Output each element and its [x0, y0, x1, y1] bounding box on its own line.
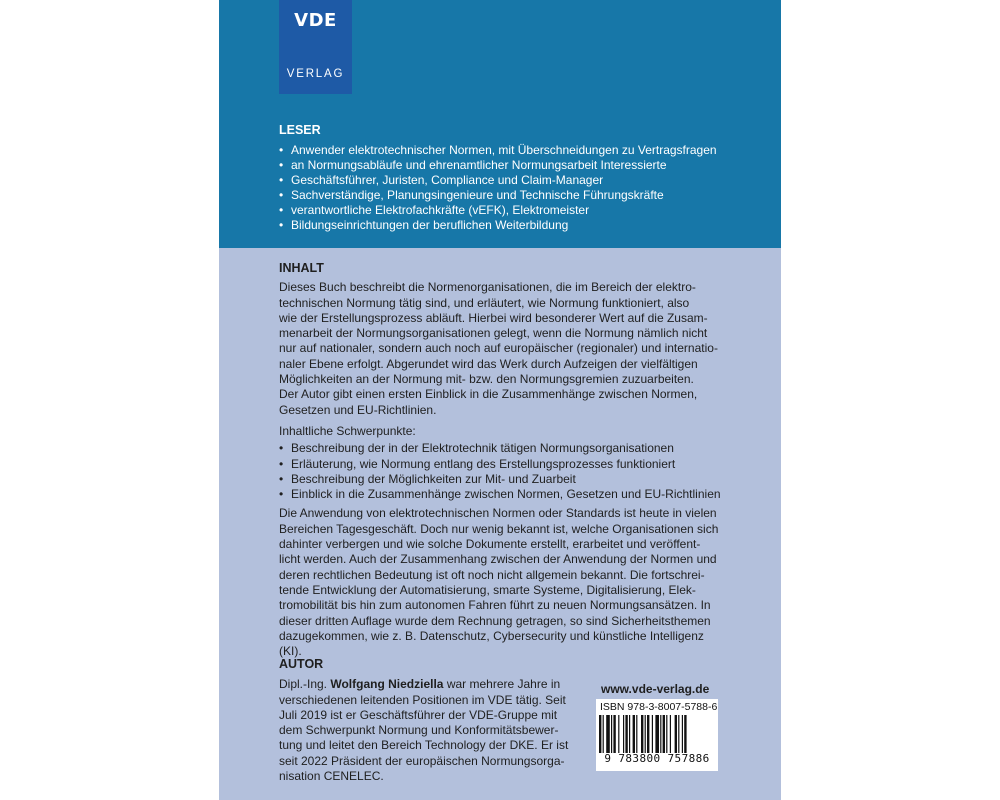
author-section: [279, 657, 569, 784]
readers-item: • Anwender elektrotechnischer Normen, mit Überschneidungen zu Vertragsfragen: [279, 143, 774, 158]
readers-heading: LESER: [279, 123, 321, 137]
author-prefix: Dipl.-Ing.: [279, 677, 331, 692]
author-name: Wolfgang Niedziella: [330, 677, 444, 692]
logo-sub: VERLAG: [286, 68, 345, 80]
ean-number: 9 783800 757886: [604, 752, 710, 765]
readers-item: • Sachverständige, Planungsingenieure und Technische Führungskräfte: [279, 188, 774, 203]
author-text: war mehrere Jahre in verschiedenen leitenden Positionen im VDE tätig. Seit Juli 2019 ist er Geschäftsführer der VDE-Gruppe mit dem Schwerpunkt Normung und Konformitätsbewer- tung und leitet den Bereich Technology der DKE. Er ist seit 2022 Präsident der europäischen Normungsorga- nisation CENELEC.: [279, 677, 569, 784]
readers-item: • Geschäftsführer, Juristen, Compliance und Claim-Manager: [279, 173, 774, 188]
focus-subheading: Inhaltliche Schwerpunkte:: [279, 423, 416, 438]
readers-item: • verantwortliche Elektrofachkräfte (vEFK), Elektromeister: [279, 203, 774, 218]
readers-band: [219, 0, 781, 248]
author-heading: AUTOR: [279, 657, 324, 671]
publisher-website: www.vde-verlag.de: [601, 682, 710, 696]
vde-verlag-logo: [279, 0, 352, 94]
contents-section: [279, 261, 729, 659]
contents-paragraph-1: Dieses Buch beschreibt die Normenorganisationen, die im Bereich der elektro- technischen Normung tätig sind, und erläutert, wie Normung funktioniert, also wie der Erstellungsprozess abläuft. Hierbei wird besonderer Wert auf die Zusam- menarbeit der Normungsorganisationen gelegt, wenn die Normung nämlich nicht nur auf nationaler, sondern auch noch auf europäischer (regionaler) und internatio- naler Ebene erfolgt. Abgerundet wird das Werk durch Aufzeigen der vielfältigen Möglichkeiten an der Normung mit- bzw. den Normungsgremien zuzuarbeiten. Der Autor gibt einen ersten Einblick in die Zusammenhänge zwischen Normen, Gesetzen und EU-Richtlinien.: [279, 280, 718, 417]
readers-section: [279, 123, 774, 233]
isbn-barcode: [596, 699, 718, 771]
readers-list: [279, 143, 774, 233]
isbn-number: ISBN 978-3-8007-5788-6: [600, 701, 718, 713]
logo-brand: VDE: [294, 10, 337, 31]
focus-item: • Erläuterung, wie Normung entlang des Erstellungsprozesses funktioniert: [279, 457, 729, 472]
readers-item: • Bildungseinrichtungen der beruflichen Weiterbildung: [279, 218, 774, 233]
contents-paragraph-2: Die Anwendung von elektrotechnischen Normen oder Standards ist heute in vielen Bereichen Tagesgeschäft. Doch nur wenig bekannt ist, welche Organisationen sich dahinter verbergen und wie solche Dokumente erstellt, erarbeitet und veröffent- licht werden. Auch der Zusammenhang zwischen der Anwendung der Normen und deren rechtlichen Bedeutung ist oft noch nicht allgemein bekannt. Die fortschrei- tende Entwicklung der Automatisierung, smarte Systeme, Digitalisierung, Elek- tromobilität bis hin zum autonomen Fahren führt zu neuen Normungsansätzen. In dieser dritten Auflage wurde dem Rechnung getragen, so sind Sicherheitsthemen dazugekommen, wie z. B. Datenschutz, Cybersecurity und künstliche Intelligenz (KI).: [279, 506, 719, 659]
book-back-cover: [219, 0, 781, 800]
focus-list: [279, 441, 729, 502]
readers-item: • an Normungsabläufe und ehrenamtlicher Normungsarbeit Interessierte: [279, 158, 774, 173]
contents-heading: INHALT: [279, 261, 324, 275]
barcode-bars: [599, 715, 715, 753]
focus-item: • Beschreibung der in der Elektrotechnik tätigen Normungsorganisationen: [279, 441, 729, 456]
author-bio: [279, 677, 569, 784]
focus-item: • Beschreibung der Möglichkeiten zur Mit- und Zuarbeit: [279, 472, 729, 487]
focus-item: • Einblick in die Zusammenhänge zwischen Normen, Gesetzen und EU-Richtlinien: [279, 487, 729, 502]
